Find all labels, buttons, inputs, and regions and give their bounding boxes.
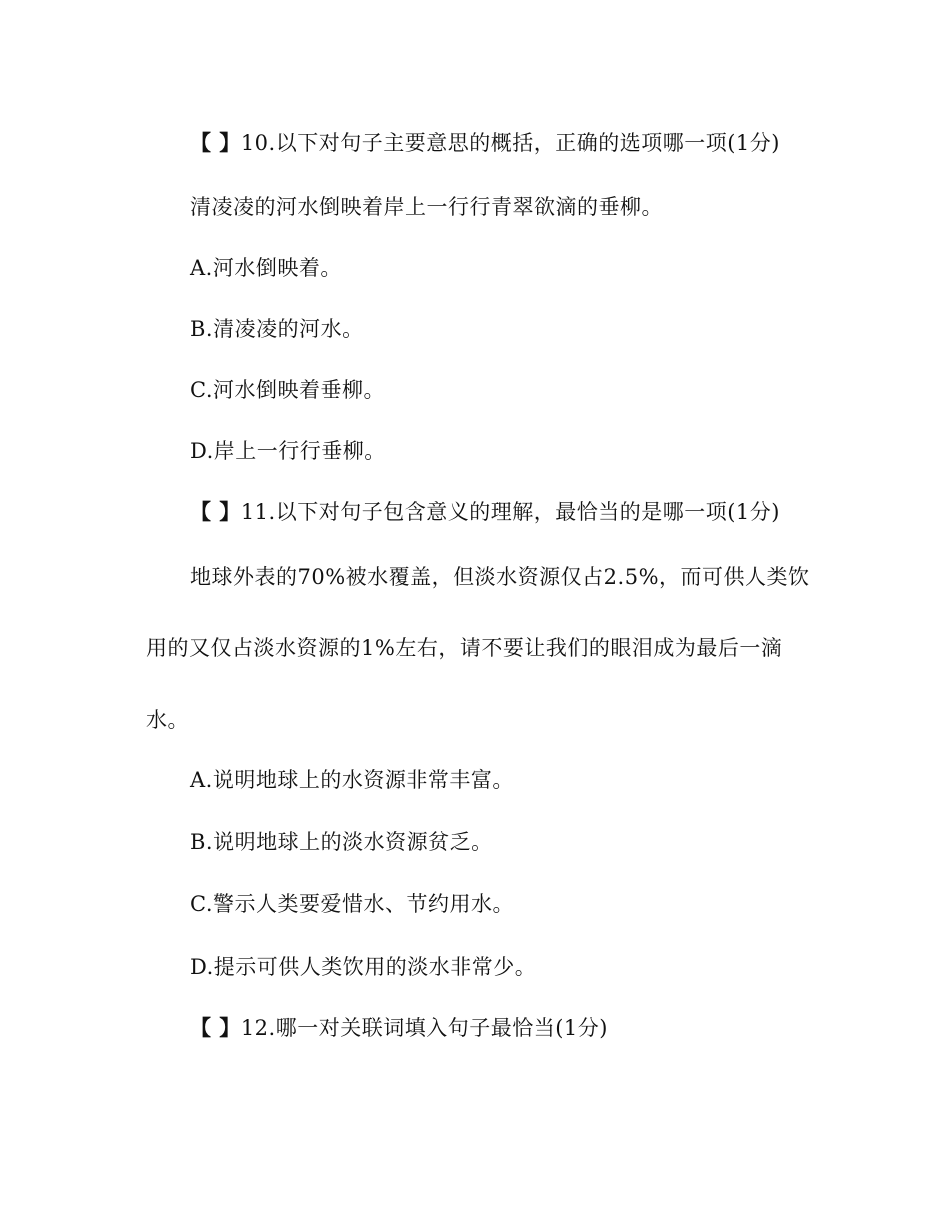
answer-bracket: 【 】 bbox=[190, 499, 241, 524]
question-11-passage-line-2: 用的又仅占淡水资源的1%左右，请不要让我们的眼泪成为最后一滴 bbox=[146, 636, 783, 660]
answer-bracket: 【 】 bbox=[190, 130, 241, 155]
question-11-option-d: D.提示可供人类饮用的淡水非常少。 bbox=[190, 955, 537, 979]
question-11-header bbox=[190, 498, 780, 526]
question-10-option-d: D.岸上一行行垂柳。 bbox=[190, 439, 386, 463]
question-10-option-b: B.清凌凌的河水。 bbox=[190, 317, 364, 341]
question-prompt: 12.哪一对关联词填入句子最恰当(1分) bbox=[240, 1016, 608, 1040]
question-11-option-b: B.说明地球上的淡水资源贫乏。 bbox=[190, 830, 493, 854]
question-10-option-c: C.河水倒映着垂柳。 bbox=[190, 378, 385, 402]
question-12-header bbox=[190, 1014, 608, 1042]
question-11-option-c: C.警示人类要爱惜水、节约用水。 bbox=[190, 892, 514, 916]
answer-bracket: 【 】 bbox=[190, 1015, 241, 1040]
question-prompt: 11.以下对句子包含意义的理解，最恰当的是哪一项(1分) bbox=[240, 500, 780, 524]
question-11-option-a: A.说明地球上的水资源非常丰富。 bbox=[190, 768, 514, 792]
question-10-option-a: A.河水倒映着。 bbox=[190, 256, 342, 280]
question-10-passage: 清凌凌的河水倒映着岸上一行行青翠欲滴的垂柳。 bbox=[190, 195, 663, 219]
question-10-header bbox=[190, 129, 780, 157]
question-prompt: 10.以下对句子主要意思的概括，正确的选项哪一项(1分) bbox=[240, 131, 780, 155]
question-11-passage-line-1: 地球外表的70%被水覆盖，但淡水资源仅占2.5%，而可供人类饮 bbox=[190, 565, 810, 589]
question-11-passage-line-3: 水。 bbox=[146, 708, 189, 732]
